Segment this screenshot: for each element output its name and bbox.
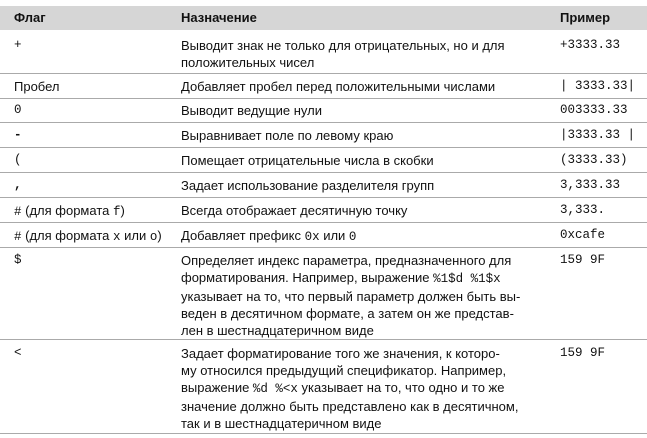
description-code: %d %<x xyxy=(252,382,298,396)
description-cell xyxy=(181,345,531,432)
description-line: Добавляет пробел перед положительными числами xyxy=(181,79,496,94)
description-cell xyxy=(181,127,531,144)
description-cell xyxy=(181,227,531,246)
flag-cell: Пробел xyxy=(14,79,60,94)
description-text: указывает на то, что одно и то же xyxy=(297,380,505,395)
row-divider xyxy=(0,98,647,99)
header-flag: Флаг xyxy=(14,10,46,25)
description-code: 0 xyxy=(348,230,357,244)
description-line: Выводит ведущие нули xyxy=(181,103,322,118)
table-header xyxy=(0,6,647,30)
description-cell xyxy=(181,37,531,71)
flag-code: # xyxy=(14,230,22,244)
row-divider xyxy=(0,197,647,198)
description-cell xyxy=(181,252,531,339)
example-cell: 0xcafe xyxy=(560,228,606,242)
description-line: Выводит знак не только для отрицательных, но и для xyxy=(181,38,505,53)
example-cell: +3333.33 xyxy=(560,38,621,52)
description-line: Выравнивает поле по левому краю xyxy=(181,128,394,143)
description-line: Определяет индекс параметра, предназначенного для xyxy=(181,253,512,268)
flag-cell: - xyxy=(14,128,22,142)
flag-note: ) xyxy=(157,228,162,243)
description-cell xyxy=(181,177,531,194)
description-line: Всегда отображает десятичную точку xyxy=(181,203,408,218)
flag-cell: , xyxy=(14,178,22,192)
description-cell xyxy=(181,78,531,95)
flag-cell: $ xyxy=(14,253,22,267)
flag-note: ) xyxy=(120,203,125,218)
description-line: лен в шестнадцатеричном виде xyxy=(181,323,374,338)
description-text: форматирования. Например, выражение xyxy=(181,270,434,285)
flag-note: или xyxy=(120,228,150,243)
flag-cell xyxy=(14,202,174,221)
header-example: Пример xyxy=(560,10,611,25)
description-line: так и в шестнадцатеричном виде xyxy=(181,416,382,431)
flag-cell: + xyxy=(14,38,22,52)
description-cell xyxy=(181,102,531,119)
flag-cell xyxy=(14,227,174,246)
row-divider xyxy=(0,433,647,434)
description-text: выражение xyxy=(181,380,253,395)
example-cell: 3,333.33 xyxy=(560,178,621,192)
description-cell xyxy=(181,202,531,219)
description-line: Помещает отрицательные числа в скобки xyxy=(181,153,434,168)
flag-code: # xyxy=(14,205,22,219)
description-line: веден в десятичном формате, а затем он же представ- xyxy=(181,306,514,321)
row-divider xyxy=(0,222,647,223)
description-line: значение должно быть представлено как в десятичном, xyxy=(181,399,519,414)
flag-code: x xyxy=(112,230,121,244)
flag-note: (для формата xyxy=(21,228,113,243)
description-code: 0x xyxy=(304,230,320,244)
row-divider xyxy=(0,73,647,74)
flag-cell: ( xyxy=(14,153,22,167)
flag-cell: 0 xyxy=(14,103,22,117)
example-cell: | 3333.33| xyxy=(560,79,636,93)
example-cell: 159 9F xyxy=(560,346,606,360)
example-cell: 003333.33 xyxy=(560,103,628,117)
description-cell xyxy=(181,152,531,169)
description-line: Задает использование разделителя групп xyxy=(181,178,435,193)
flag-code: o xyxy=(149,230,158,244)
description-text: Добавляет префикс xyxy=(181,228,305,243)
example-cell: |3333.33 | xyxy=(560,128,636,142)
row-divider xyxy=(0,122,647,123)
description-text: или xyxy=(319,228,349,243)
row-divider xyxy=(0,147,647,148)
row-divider xyxy=(0,172,647,173)
row-divider xyxy=(0,247,647,248)
description-line xyxy=(181,379,531,398)
flag-code: f xyxy=(112,205,121,219)
example-cell: 3,333. xyxy=(560,203,606,217)
description-line: Задает форматирование того же значения, к которо- xyxy=(181,346,500,361)
example-cell: 159 9F xyxy=(560,253,606,267)
description-line: указывает на то, что первый параметр должен быть вы- xyxy=(181,289,521,304)
description-line: положительных чисел xyxy=(181,55,315,70)
description-line: му относился предыдущий спецификатор. Например, xyxy=(181,363,507,378)
flag-note: (для формата xyxy=(21,203,113,218)
example-cell: (3333.33) xyxy=(560,153,628,167)
flag-cell: < xyxy=(14,346,22,360)
description-line xyxy=(181,269,531,288)
row-divider xyxy=(0,339,647,340)
header-description: Назначение xyxy=(181,10,257,25)
description-code: %1$d %1$x xyxy=(433,272,501,286)
